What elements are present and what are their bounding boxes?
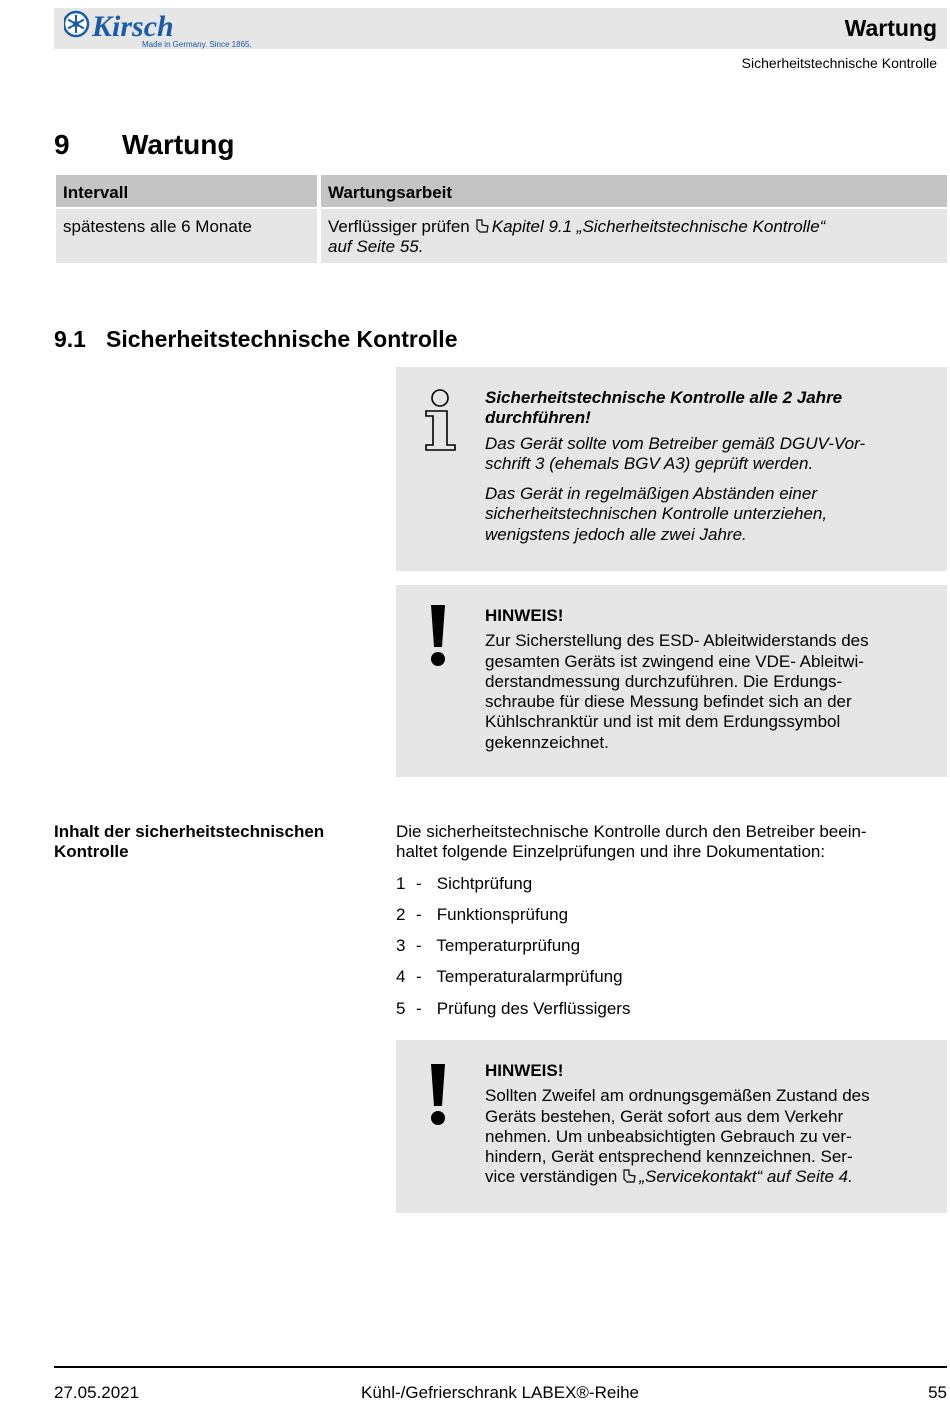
brand-logo (64, 10, 254, 48)
intro-line: haltet folgende Einzelprüfungen und ihre Dokumentation: (396, 842, 826, 862)
list-item: 5 - Prüfung des Verflüssigers (396, 998, 631, 1018)
info-box (396, 367, 947, 571)
list-item-number: 5 (396, 998, 406, 1018)
info-heading-line: Sicherheitstechnische Kontrolle alle 2 Jahre (485, 388, 843, 407)
info-heading-line: durchführen! (485, 408, 591, 428)
footer-divider (54, 1366, 947, 1368)
intro-line: Die sicherheitstechnische Kontrolle durch den Betreiber beein- (396, 822, 867, 841)
notice-line: schraube für diese Messung befindet sich an der (485, 692, 852, 712)
info-line: Das Gerät in regelmäßigen Abständen einer (485, 484, 817, 504)
notice-line: gekennzeichnet. (485, 732, 609, 752)
notice-heading: HINWEIS! (485, 606, 564, 625)
inspection-label-line: Kontrolle (54, 842, 129, 862)
info-line: Das Gerät sollte vom Betreiber gemäß DGUV-Vor- (485, 433, 866, 453)
section-number: 9.1 (54, 326, 86, 352)
notice-line: Kühlschranktür und ist mit dem Erdungssymbol (485, 712, 841, 732)
table-cell-task (321, 209, 947, 263)
list-item: 2 - Funktionsprüfung (396, 904, 569, 924)
chapter-title: Wartung (122, 129, 235, 160)
inspection-content (396, 822, 916, 1030)
notice-line: hindern, Gerät entsprechend kennzeichnen. Ser- (485, 1147, 853, 1167)
section-heading (54, 326, 457, 353)
list-item-number: 4 (396, 967, 406, 987)
notice-text (485, 1061, 925, 1188)
list-item: 1 - Sichtprüfung (396, 873, 533, 893)
footer-title: Kühl-/Gefrierschrank LABEX®-Reihe (360, 1383, 640, 1402)
header-subtitle: Sicherheitstechnische Kontrolle (741, 55, 937, 71)
info-text (485, 388, 925, 555)
inspection-intro (396, 822, 916, 863)
list-item-number: 2 (396, 904, 406, 924)
inspection-label-line: Inhalt der sicherheitstechnischen (54, 822, 325, 841)
info-line: wenigstens jedoch alle zwei Jahre. (485, 524, 747, 544)
brand-tagline: Made in Germany. Since 1865. (142, 40, 252, 49)
chapter-link[interactable]: Kapitel 9.1 „Sicherheitstechnische Kontrolle“ (491, 217, 826, 236)
notice-line: derstandmessung durchzuführen. Die Erdungs- (485, 671, 843, 691)
info-line: schrift 3 (ehemals BGV A3) geprüft werden. (485, 453, 814, 473)
list-item: 4 - Temperaturalarmprüfung (396, 967, 623, 987)
table-header-task: Wartungsarbeit (321, 175, 947, 207)
list-item-text: Temperaturalarmprüfung (436, 967, 623, 987)
inspection-label (54, 822, 374, 863)
inspection-list (396, 874, 916, 1030)
notice-line: Sollten Zweifel am ordnungsgemäßen Zustand des (485, 1086, 870, 1106)
page-header (54, 8, 947, 49)
notice-text (485, 606, 925, 753)
hand-pointer-icon (474, 218, 490, 234)
notice-line: nehmen. Um unbeabsichtigten Gebrauch zu ver- (485, 1126, 852, 1146)
list-item-text: Temperaturprüfung (436, 936, 581, 956)
list-item-text: Funktionsprüfung (436, 904, 569, 924)
chapter-link-page[interactable]: auf Seite 55. (328, 237, 424, 256)
info-heading (485, 388, 925, 429)
table-header-interval: Intervall (56, 175, 317, 207)
info-line: sicherheitstechnischen Kontrolle unterziehen, (485, 504, 828, 524)
notice-box (396, 1040, 947, 1213)
table-cell-interval: spätestens alle 6 Monate (56, 209, 317, 263)
list-item-text: Sichtprüfung (436, 873, 533, 893)
list-item-number: 3 (396, 936, 406, 956)
list-item-text: Prüfung des Verflüssigers (436, 998, 631, 1018)
info-paragraph (485, 484, 925, 545)
header-title: Wartung (844, 15, 937, 41)
footer-date: 27.05.2021 (54, 1383, 140, 1402)
list-item-number: 1 (396, 873, 406, 893)
info-paragraph (485, 434, 925, 475)
notice-line: Zur Sicherstellung des ESD- Ableitwiderstands des (485, 631, 869, 651)
exclamation-icon (426, 603, 450, 672)
chapter-number: 9 (54, 129, 70, 160)
page-number: 55 (928, 1383, 947, 1402)
service-contact-link[interactable]: „Servicekontakt“ auf Seite 4. (639, 1167, 853, 1187)
exclamation-icon (426, 1062, 450, 1131)
notice-heading: HINWEIS! (485, 1061, 564, 1080)
notice-line: Geräts bestehen, Gerät sofort aus dem Verkehr (485, 1106, 844, 1126)
brand-wordmark: Kirsch (92, 10, 174, 40)
notice-box (396, 585, 947, 777)
notice-line-text: vice verständigen (485, 1167, 618, 1187)
task-text: Verflüssiger prüfen (328, 217, 470, 236)
notice-line (485, 1167, 925, 1187)
list-item: 3 - Temperaturprüfung (396, 936, 581, 956)
hand-pointer-icon (621, 1168, 637, 1184)
section-title: Sicherheitstechnische Kontrolle (106, 326, 458, 352)
info-icon (422, 389, 458, 456)
notice-line: gesamten Geräts ist zwingend eine VDE- Ableitwi- (485, 651, 864, 671)
